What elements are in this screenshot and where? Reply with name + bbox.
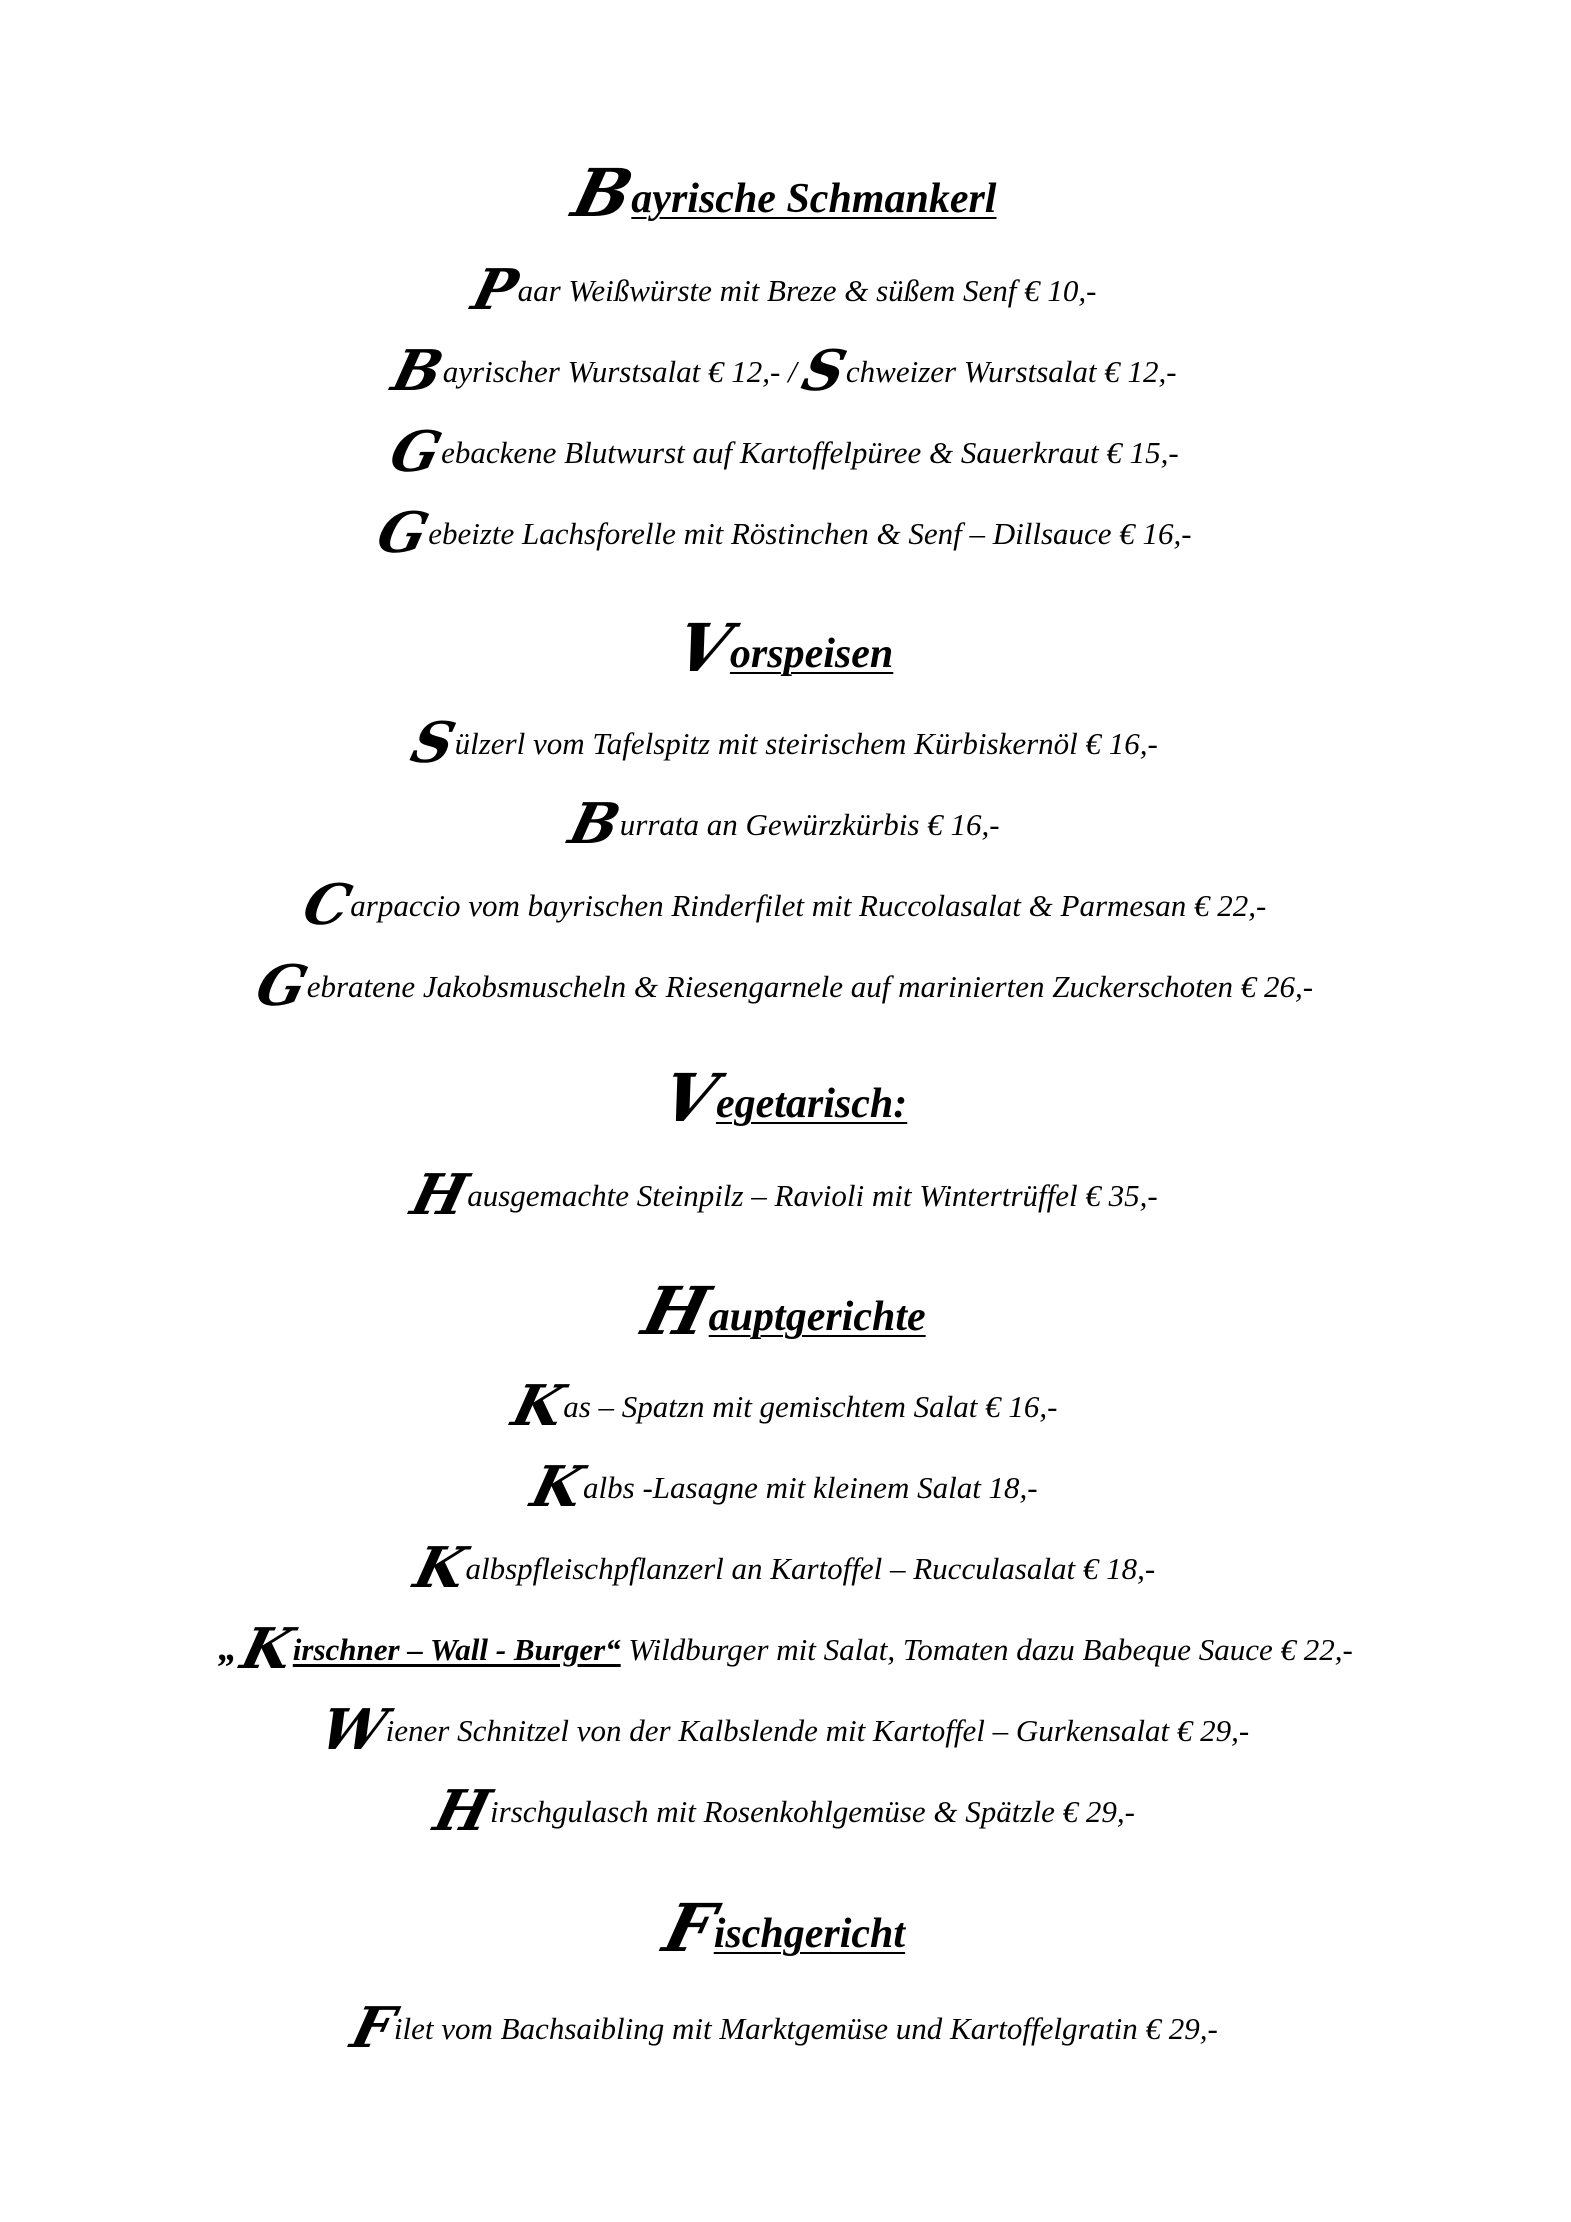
menu-item-jakobsmuscheln (0, 953, 1571, 1019)
item-initial: B (563, 791, 628, 857)
heading-initial: H (635, 1272, 718, 1350)
item-text: ebratene Jakobsmuscheln & Riesengarnele auf marinierten Zuckerschoten € 26,- (306, 969, 1314, 1004)
heading-initial: V (654, 1059, 725, 1137)
item-initial: H (405, 1162, 475, 1228)
menu-item-steinpilz-ravioli (0, 1162, 1571, 1228)
section-heading-vegetarisch (0, 1059, 1571, 1137)
menu-item-kalbspfleischpflanzerl (0, 1535, 1571, 1601)
menu-item-burrata (0, 791, 1571, 857)
heading-initial: F (656, 1889, 723, 1967)
item-text: aar Weißwürste mit Breze & süßem Senf € 10,- (517, 273, 1097, 308)
item-text: ayrischer Wurstsalat € 12,- / (442, 354, 805, 389)
heading-text: auptgerichte (708, 1294, 926, 1340)
item-initial: G (384, 419, 449, 485)
section-heading-hauptgerichte (0, 1272, 1571, 1350)
item-initial: F (344, 1995, 402, 2061)
menu-item-carpaccio (0, 872, 1571, 938)
section-heading-fischgericht (0, 1889, 1571, 1967)
item-text: arpaccio vom bayrischen Rinderfilet mit Ruccolasalat & Parmesan € 22,- (350, 888, 1267, 923)
item-text: ülzerl vom Tafelspitz mit steirischem Kürbiskernöl € 16,- (454, 726, 1158, 761)
item-text: urrata an Gewürzkürbis € 16,- (619, 807, 1000, 842)
menu-item-weisswuerste (0, 257, 1571, 323)
item-initial: K (407, 1535, 473, 1601)
menu-item-lachsforelle (0, 500, 1571, 566)
section-heading-bayrische-schmankerl (0, 154, 1571, 232)
heading-text: ayrische Schmankerl (631, 176, 997, 222)
menu-item-kas-spatzn (0, 1373, 1571, 1439)
heading-text: egetarisch: (715, 1081, 908, 1127)
item-initial: G (371, 500, 436, 566)
menu-item-hirschgulasch (0, 1778, 1571, 1844)
item-initial: B (386, 338, 450, 404)
menu-item-wurstsalat (0, 338, 1571, 404)
item-initial: W (313, 1697, 393, 1763)
item-initial: K (525, 1454, 591, 1520)
heading-initial: V (667, 609, 739, 687)
menu-item-blutwurst (0, 419, 1571, 485)
menu-item-kirschner-wall-burger (0, 1616, 1571, 1682)
item-text: ebeizte Lachsforelle mit Röstinchen & Senf – Dillsauce € 16,- (428, 516, 1192, 551)
heading-initial: B (564, 154, 641, 232)
section-heading-vorspeisen (0, 609, 1571, 687)
item-text: albs -Lasagne mit kleinem Salat 18,- (583, 1470, 1038, 1505)
item-initial: P (466, 257, 525, 323)
opening-quote: „ (218, 1627, 238, 1669)
item-text: Wildburger mit Salat, Tomaten dazu Babeque Sauce € 22,- (620, 1632, 1353, 1667)
item-special-name: irschner – Wall - Burger“ (292, 1632, 621, 1667)
menu-item-kalbs-lasagne (0, 1454, 1571, 1520)
menu-item-suelzerl (0, 710, 1571, 776)
item-initial: K (234, 1616, 301, 1682)
item-text: albspfleischpflanzerl an Kartoffel – Rucculasalat € 18,- (465, 1551, 1156, 1586)
item-text: irschgulasch mit Rosenkohlgemüse & Spätzle € 29,- (490, 1794, 1135, 1829)
heading-text: orspeisen (729, 631, 894, 677)
menu-item-wiener-schnitzel (0, 1697, 1571, 1763)
item-text: as – Spatzn mit gemischtem Salat € 16,- (563, 1389, 1058, 1424)
item-initial: C (296, 872, 358, 938)
menu-item-bachsaibling (0, 1995, 1571, 2061)
item-text: ilet vom Bachsaibling mit Marktgemüse und Kartoffelgratin € 29,- (393, 2011, 1218, 2046)
item-initial: S (404, 710, 462, 776)
item-initial: H (427, 1778, 498, 1844)
item-text-2: chweizer Wurstsalat € 12,- (845, 354, 1177, 389)
item-text: ebackene Blutwurst auf Kartoffelpüree & Sauerkraut € 15,- (441, 435, 1179, 470)
item-initial: G (249, 953, 314, 1019)
item-text: ausgemachte Steinpilz – Ravioli mit Wintertrüffel € 35,- (467, 1178, 1158, 1213)
item-initial-2: S (796, 338, 854, 404)
item-initial: K (505, 1373, 571, 1439)
item-text: iener Schnitzel von der Kalbslende mit Kartoffel – Gurkensalat € 29,- (385, 1713, 1250, 1748)
heading-text: ischgericht (713, 1911, 906, 1957)
